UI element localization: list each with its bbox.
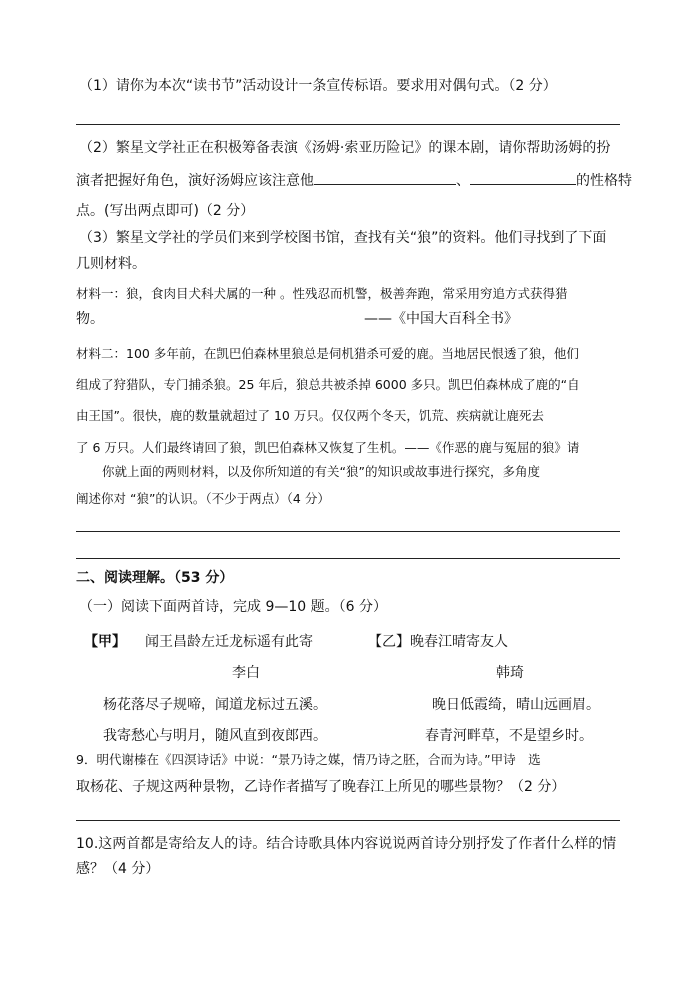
q3-task-line1: 你就上面的两则材料，以及你所知道的有关“狼”的知识或故事进行探究，多角度 (102, 464, 540, 479)
poem-b-line1: 晚日低霞绮，晴山远画眉。 (432, 697, 600, 713)
q3-answer-line-2[interactable] (76, 558, 620, 559)
q9-line2: 取杨花、子规这两种景物，乙诗作者描写了晚春江上所见的哪些景物？（2 分） (76, 779, 566, 795)
section2-title: 二、阅读理解。（53 分） (76, 570, 234, 586)
poem-a-author: 李白 (232, 665, 260, 681)
q2-line3: 点。(写出两点即可)（2 分） (76, 203, 255, 219)
q1-text: （1）请你为本次“读书节”活动设计一条宣传标语。要求用对偶句式。（2 分） (79, 78, 557, 94)
poem-b-line2: 春青河畔草，不是望乡时。 (425, 728, 593, 744)
poem-a-line2: 我寄愁心与明月，随风直到夜郎西。 (103, 728, 327, 744)
q3-line1: （3）繁星文学社的学员们来到学校图书馆，查找有关“狼”的资料。他们寻找到了下面 (79, 230, 607, 246)
q9-line1: 9．明代谢榛在《四溟诗话》中说：“景乃诗之媒，情乃诗之胚，合而为诗。”甲诗 选 (76, 752, 541, 767)
material1-line1: 材料一：狼，食肉目犬科犬属的一种 。性残忍而机警，极善奔跑，常采用穷追方式获得猎 (76, 286, 568, 301)
material2-line3: 由王国”。很快，鹿的数量就超过了 10 万只。仅仅两个冬天，饥荒、疾病就让鹿死去 (76, 408, 544, 423)
q10-line2: 感？（4 分） (76, 861, 160, 877)
q3-answer-line-1[interactable] (76, 531, 620, 532)
q2-line2-start: 演者把握好角色，演好汤姆应该注意他 (76, 173, 314, 189)
material2-line4: 了 6 万只。人们最终请回了狼，凯巴伯森林又恢复了生机。——《作恶的鹿与冤屈的狼》请 (76, 440, 580, 455)
poem-a-title: 闻王昌龄左迁龙标遥有此寄 (145, 634, 313, 650)
q9-answer-line[interactable] (76, 820, 620, 821)
q2-line1: （2）繁星文学社正在积极筹备表演《汤姆·索亚历险记》的课本剧，请你帮助汤姆的扮 (79, 140, 611, 156)
q1-answer-line[interactable] (76, 124, 620, 125)
poem-b-author: 韩琦 (496, 665, 524, 681)
poem-b-title: 【乙】晚春江晴寄友人 (368, 634, 508, 650)
q3-line2: 几则材料。 (76, 256, 146, 272)
q2-blank-2[interactable] (470, 170, 576, 185)
material2-line2: 组成了狩猎队，专门捕杀狼。25 年后，狼总共被杀掉 6000 多只。凯巴伯森林成了鹿的“自 (76, 377, 580, 392)
q10-line1: 10.这两首都是寄给友人的诗。结合诗歌具体内容说说两首诗分别抒发了作者什么样的情 (76, 836, 617, 852)
material2-line1: 材料二：100 多年前，在凯巴伯森林里狼总是伺机猎杀可爱的鹿。当地居民恨透了狼，他们 (76, 346, 579, 361)
q2-line2-end: 的性格特 (576, 173, 632, 189)
q2-separator: 、 (456, 173, 470, 189)
section2-subtitle: （一）阅读下面两首诗，完成 9—10 题。（6 分） (79, 599, 387, 615)
q2-blank-1[interactable] (314, 170, 456, 185)
material1-line2: 物。 (76, 311, 104, 327)
q3-task-line2: 阐述你对 “狼”的认识。（不少于两点）（4 分） (76, 491, 330, 506)
poem-a-line1: 杨花落尽子规啼，闻道龙标过五溪。 (103, 697, 327, 713)
q2-line2 (76, 170, 632, 191)
poem-a-tag: 【甲】 (84, 634, 126, 650)
material1-source: ——《中国大百科全书》 (364, 311, 518, 327)
